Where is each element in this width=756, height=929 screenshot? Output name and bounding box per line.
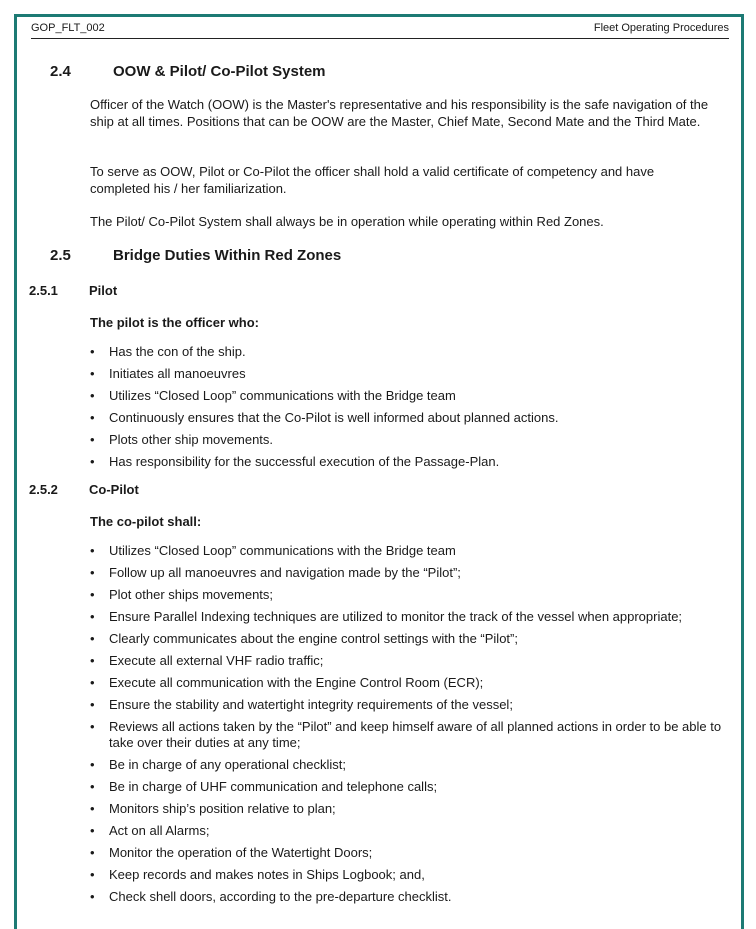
copilot-duties-list (90, 543, 725, 911)
list-item: • Follow up all manoeuvres and navigation made by the “Pilot”; (90, 565, 461, 580)
list-item: • Be in charge of any operational checklist; (90, 757, 347, 772)
list-item: • Keep records and makes notes in Ships Logbook; and, (90, 867, 425, 882)
pilot-duties-list (90, 344, 725, 476)
list-item: • Plot other ships movements; (90, 587, 274, 602)
list-item: • Monitor the operation of the Watertight Doors; (90, 845, 373, 860)
list-item: • Monitors ship’s position relative to plan; (90, 801, 336, 816)
list-item: • Reviews all actions taken by the “Pilot” and keep himself aware of all planned actions in order to be able to take over their duties at any time; (90, 719, 722, 750)
section-title: Bridge Duties Within Red Zones (113, 247, 342, 264)
section-title: OOW & Pilot/ Co-Pilot System (113, 63, 326, 80)
subsection-number: 2.5.2 (29, 482, 58, 497)
list-item: • Ensure the stability and watertight integrity requirements of the vessel; (90, 697, 513, 712)
list-item: • Clearly communicates about the engine control settings with the “Pilot”; (90, 631, 518, 646)
paragraph-oow-qualification: To serve as OOW, Pilot or Co-Pilot the officer shall hold a valid certificate of competency and have completed his / her familiarization. (90, 164, 655, 196)
list-item: • Has the con of the ship. (90, 344, 246, 359)
copilot-list-intro: The co-pilot shall: (90, 514, 202, 529)
header-divider (31, 38, 729, 39)
document-title: Fleet Operating Procedures (593, 22, 729, 34)
paragraph-red-zone-operation: The Pilot/ Co-Pilot System shall always be in operation while operating within Red Zones. (90, 214, 604, 229)
list-item: • Execute all external VHF radio traffic; (90, 653, 324, 668)
subsection-title: Co-Pilot (89, 482, 139, 497)
list-item: • Initiates all manoeuvres (90, 366, 246, 381)
section-number: 2.5 (50, 247, 71, 264)
paragraph-oow-definition: Officer of the Watch (OOW) is the Master's representative and his responsibility is the safe navigation of the ship at all times. Positions that can be OOW are the Master, Chief Mate, Second Mate and the Third Mate. (90, 97, 709, 129)
list-item: • Check shell doors, according to the pre-departure checklist. (90, 889, 452, 904)
list-item: • Utilizes “Closed Loop” communications with the Bridge team (90, 388, 456, 403)
list-item: • Execute all communication with the Engine Control Room (ECR); (90, 675, 484, 690)
list-item: • Utilizes “Closed Loop” communications with the Bridge team (90, 543, 456, 558)
list-item: • Be in charge of UHF communication and telephone calls; (90, 779, 438, 794)
subsection-number: 2.5.1 (29, 283, 58, 298)
document-id: GOP_FLT_002 (31, 22, 105, 34)
list-item: • Act on all Alarms; (90, 823, 210, 838)
list-item: • Continuously ensures that the Co-Pilot is well informed about planned actions. (90, 410, 559, 425)
pilot-list-intro: The pilot is the officer who: (90, 315, 259, 330)
list-item: • Ensure Parallel Indexing techniques are utilized to monitor the track of the vessel when appropriate; (90, 609, 683, 624)
list-item: • Has responsibility for the successful execution of the Passage-Plan. (90, 454, 500, 469)
list-item: • Plots other ship movements. (90, 432, 274, 447)
section-number: 2.4 (50, 63, 71, 80)
page-header (31, 22, 729, 38)
subsection-title: Pilot (89, 283, 118, 298)
